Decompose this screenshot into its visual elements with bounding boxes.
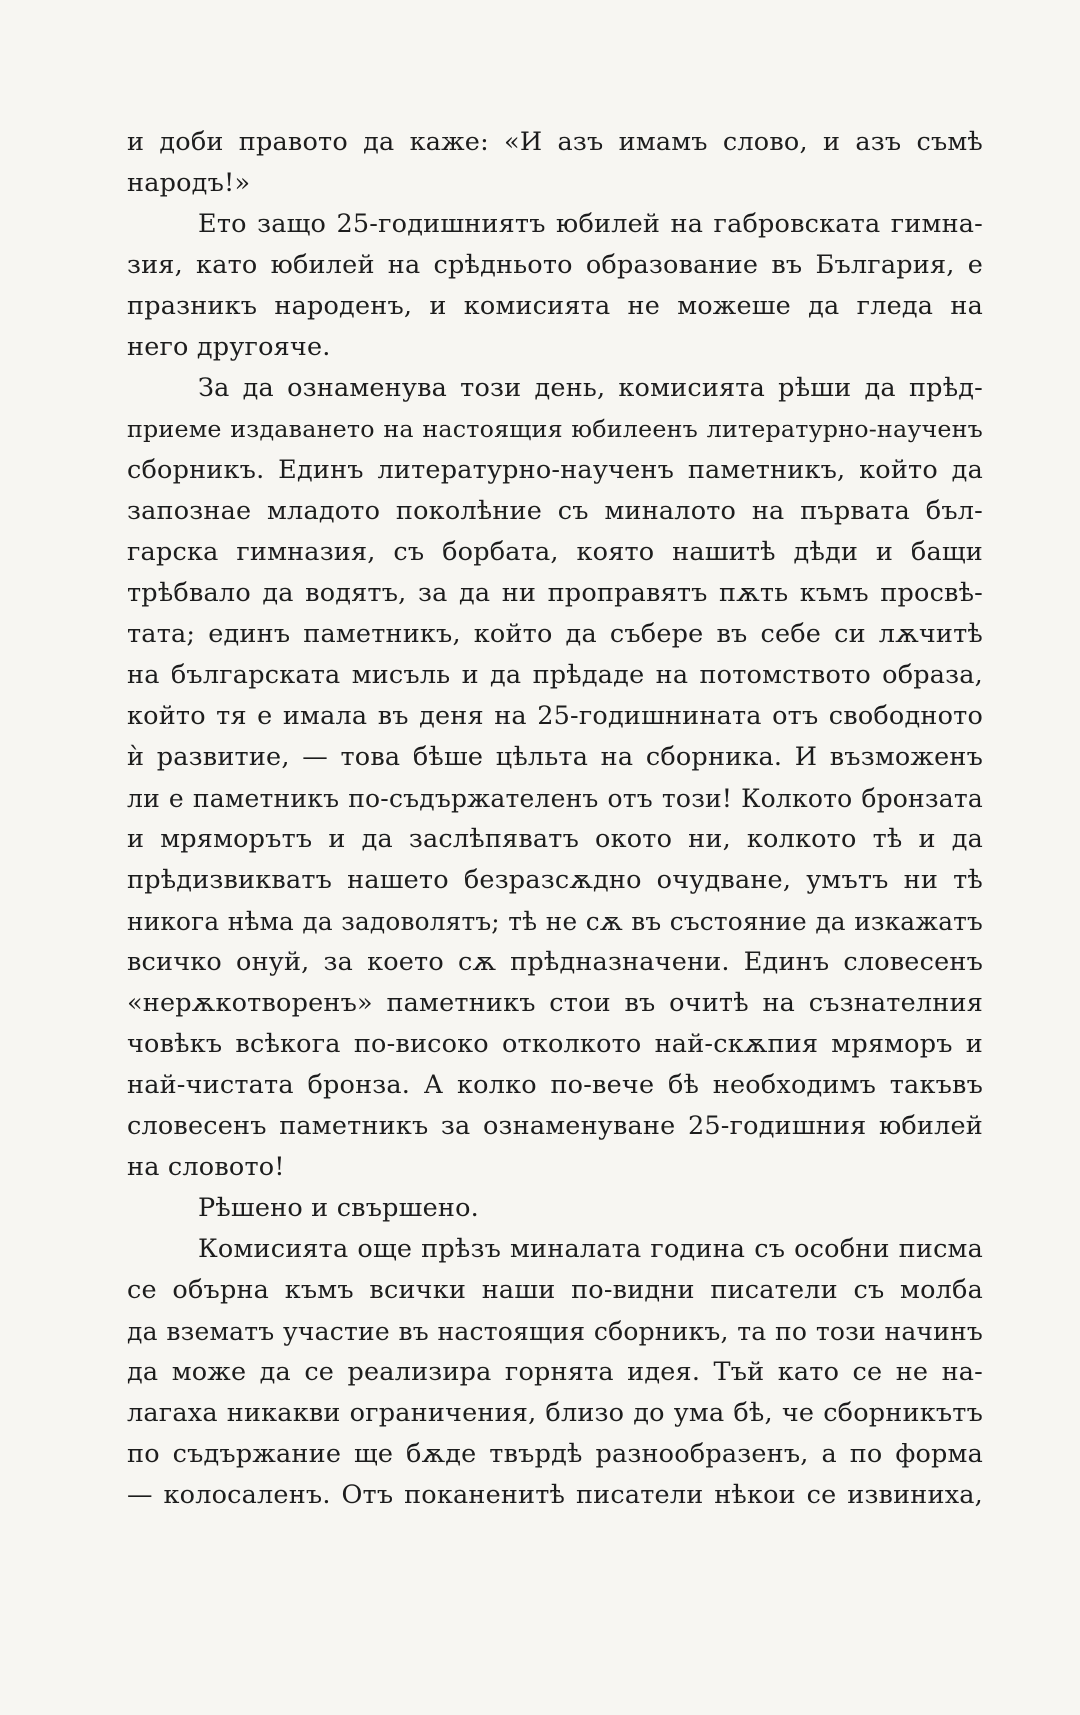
text-line: всичко онуй, за което сѫ прѣдназначени. Единъ словесенъ — [127, 947, 983, 977]
text-line: словесенъ паметникъ за ознаменуване 25-годишния юбилей — [127, 1111, 983, 1141]
text-line: лагаха никакви ограничения, близо до ума бѣ, че сборникътъ — [127, 1398, 983, 1428]
text-line: който тя е имала въ деня на 25-годишнината отъ свободното — [127, 701, 983, 731]
text-line: да взематъ участие въ настоящия сборникъ, та по този начинъ — [127, 1317, 983, 1346]
text-line: на българската мисъль и да прѣдаде на потомството образа, — [127, 660, 983, 690]
text-line: За да ознаменува този день, комисията рѣши да прѣд- — [198, 373, 983, 403]
text-line: народъ!» — [127, 168, 251, 198]
text-line: Комисията още прѣзъ миналата година съ особни писма — [198, 1234, 983, 1264]
body-text — [127, 122, 983, 1516]
text-line: гарска гимназия, съ борбата, която нашитѣ дѣди и бащи — [127, 537, 983, 567]
text-line: ѝ развитие, — това бѣше цѣльта на сборника. И възможенъ — [127, 742, 983, 772]
text-line: Ето защо 25-годишниятъ юбилей на габровската гимна- — [198, 209, 983, 239]
text-line: и мряморътъ и да заслѣпяватъ окото ни, колкото тѣ и да — [127, 824, 983, 854]
text-line: «нерѫкотворенъ» паметникъ стои въ очитѣ на съзнателния — [127, 988, 983, 1018]
text-line: най-чистата бронза. А колко по-вече бѣ необходимъ такъвъ — [127, 1070, 983, 1100]
text-line: — колосаленъ. Отъ поканенитѣ писатели нѣкои се извиниха, — [127, 1480, 983, 1510]
text-line: човѣкъ всѣкога по-високо отколкото най-скѫпия мряморъ и — [127, 1029, 983, 1059]
text-line: запознае младото поколѣние съ миналото на първата бъл- — [127, 496, 983, 526]
text-line: зия, като юбилей на срѣдньото образование въ България, е — [127, 250, 983, 280]
text-line: никога нѣма да задоволятъ; тѣ не сѫ въ състояние да изкажатъ — [127, 907, 983, 936]
text-line: трѣбвало да водятъ, за да ни проправятъ пѫть къмъ просвѣ- — [127, 578, 983, 608]
text-line: сборникъ. Единъ литературно-наученъ паметникъ, който да — [127, 455, 983, 485]
text-line: Рѣшено и свършено. — [198, 1193, 479, 1223]
text-line: него другояче. — [127, 332, 331, 362]
text-line: се обърна къмъ всички наши по-видни писатели съ молба — [127, 1275, 983, 1305]
text-line: ли е паметникъ по-съдържателенъ отъ този! Колкото бронзата — [127, 784, 983, 813]
text-line: да може да се реализира горнята идея. Тъй като се не на- — [127, 1357, 983, 1387]
text-line: и доби правото да каже: «И азъ имамъ слово, и азъ съмѣ — [127, 127, 983, 157]
text-line: прѣдизвикватъ нашето безразсѫдно очудване, умътъ ни тѣ — [127, 865, 983, 895]
text-line: празникъ народенъ, и комисията не можеше да гледа на — [127, 291, 983, 321]
text-line: тата; единъ паметникъ, който да събере въ себе си лѫчитѣ — [127, 619, 983, 649]
text-line: приеме издаването на настоящия юбилеенъ литературно-наученъ — [127, 415, 983, 443]
text-line: на словото! — [127, 1152, 285, 1182]
text-line: по съдържание ще бѫде твърдѣ разнообразенъ, а по форма — [127, 1439, 983, 1469]
